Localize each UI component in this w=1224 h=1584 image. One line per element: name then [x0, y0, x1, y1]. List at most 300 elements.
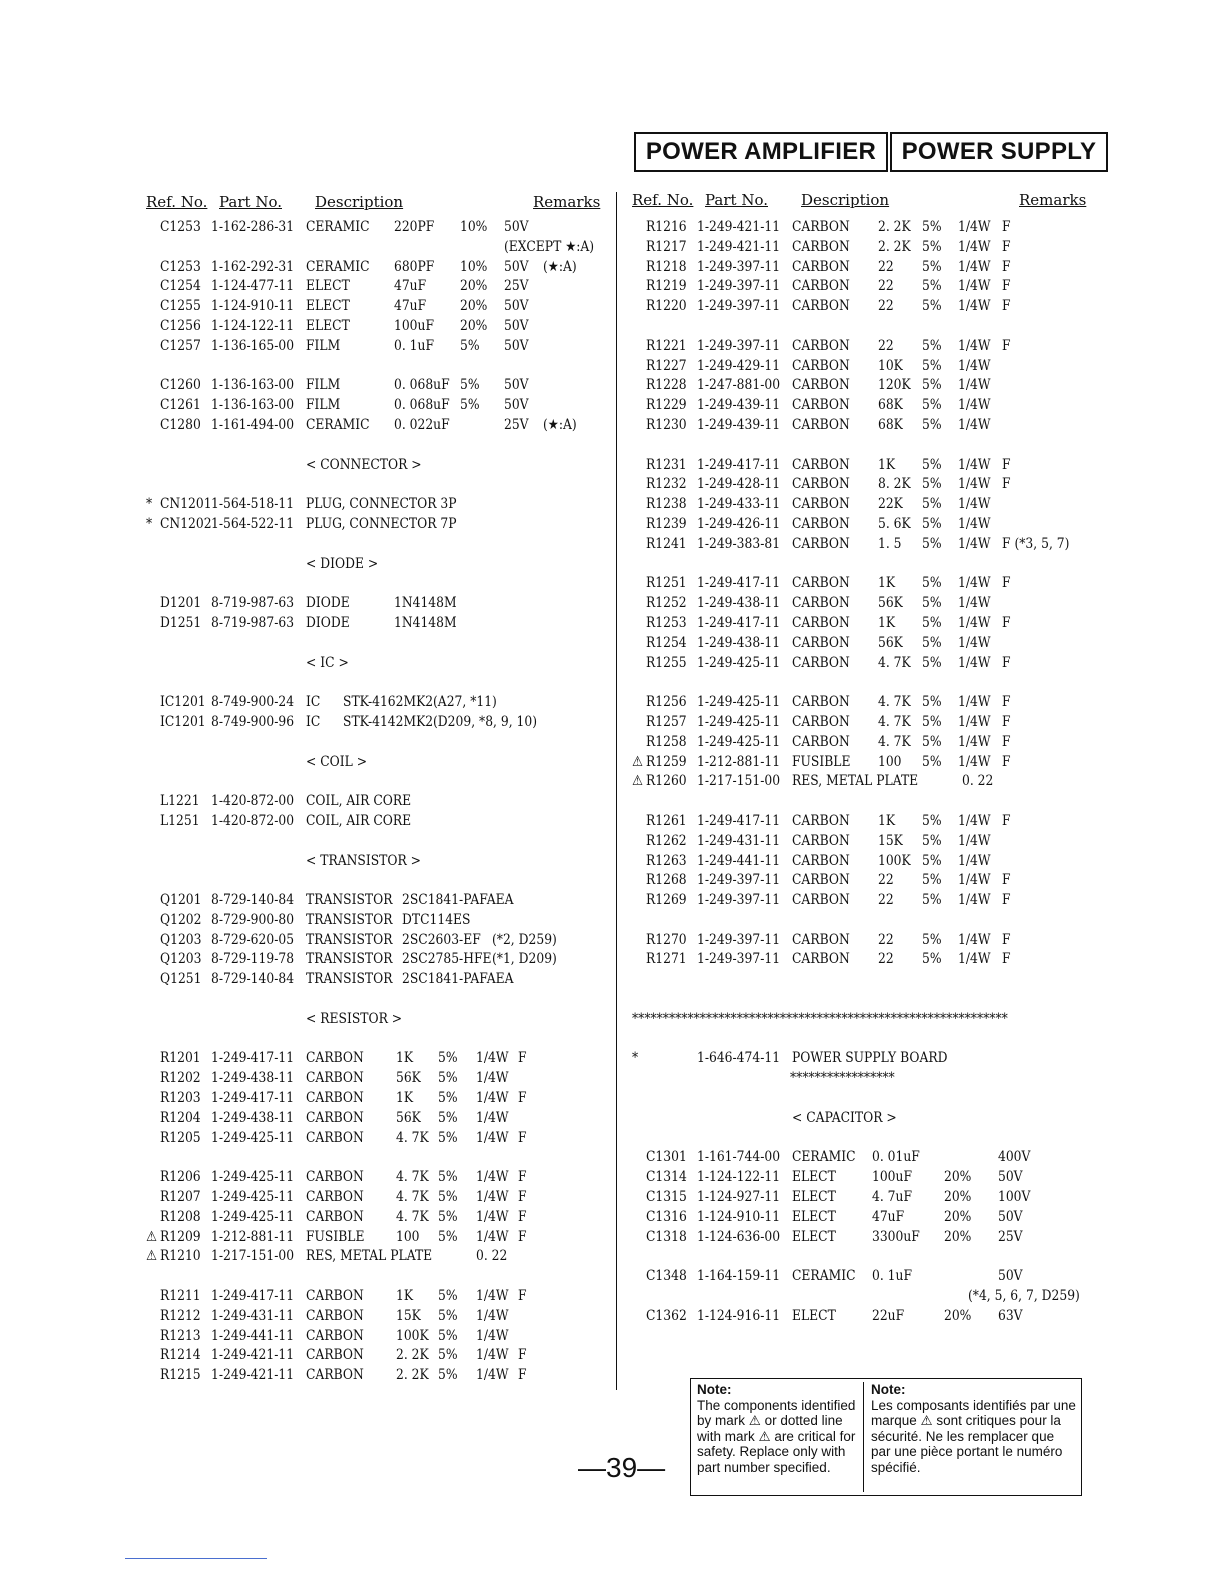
table-row [632, 1090, 1092, 1110]
rating: 1/4W [476, 1070, 509, 1087]
tolerance: 10% [460, 219, 488, 235]
description: CARBON [792, 595, 850, 612]
value: DTC114ES [402, 911, 471, 928]
table-row [146, 1050, 606, 1070]
table-row [146, 1031, 606, 1051]
table-row [632, 259, 1092, 279]
description: CERAMIC [306, 258, 370, 275]
part-no: 1-420-872-00 [211, 812, 295, 829]
rating: 50V [504, 377, 529, 394]
part-no: 8-729-140-84 [211, 971, 295, 988]
rating: (*1, D209) [492, 951, 557, 968]
value: 22 [878, 278, 894, 295]
table-row [146, 358, 606, 378]
rating: 100V [998, 1189, 1031, 1206]
part-no: 1-249-417-11 [211, 1050, 295, 1067]
table-row [632, 714, 1092, 734]
ref-no: R1251 [646, 575, 687, 592]
description: PLUG, CONNECTOR 3P [306, 496, 457, 513]
description: PLUG, CONNECTOR 7P [306, 515, 457, 532]
ref-no: R1215 [160, 1367, 201, 1384]
part-no: 1-161-744-00 [697, 1149, 781, 1166]
table-row [632, 833, 1092, 853]
ref-no: R1220 [646, 298, 687, 315]
ref-no: C1362 [646, 1307, 687, 1324]
table-row [146, 338, 606, 358]
rating: 1/4W [958, 634, 991, 651]
table-row [146, 615, 606, 635]
rating: (*2, D259) [492, 931, 557, 948]
rating: 1/4W [476, 1307, 509, 1324]
rating: 50V [504, 397, 529, 414]
value: 47uF [394, 298, 427, 315]
safety-note-box [690, 1378, 1082, 1496]
part-no: 1-249-425-11 [697, 733, 781, 750]
ref-no: R1216 [646, 219, 687, 235]
tolerance: 5% [438, 1050, 458, 1067]
table-row [146, 219, 606, 239]
part-no: 1-249-431-11 [697, 832, 781, 849]
value: 4. 7K [396, 1129, 429, 1146]
tolerance: 20% [944, 1307, 972, 1324]
remarks: F [518, 1228, 527, 1245]
tolerance: 5% [922, 496, 942, 513]
tolerance: 5% [922, 278, 942, 295]
rating: 1/4W [476, 1367, 509, 1384]
description: CERAMIC [792, 1268, 856, 1285]
part-no: 1-124-910-11 [697, 1208, 781, 1225]
table-row [146, 1070, 606, 1090]
part-no: 1-564-518-11 [211, 496, 295, 513]
section-heading: < RESISTOR > [306, 1010, 403, 1027]
table-row [146, 951, 606, 971]
description: CARBON [792, 832, 850, 849]
description: CARBON [792, 892, 850, 909]
value: 2SC2785-HFE [402, 951, 492, 968]
tolerance: 5% [922, 733, 942, 750]
ref-no: R1255 [646, 654, 687, 671]
tolerance: 5% [438, 1367, 458, 1384]
safety-mark: * [146, 515, 153, 532]
description: ELECT [792, 1208, 836, 1225]
ref-no: R1212 [160, 1307, 201, 1324]
left-parts-list [146, 219, 606, 1387]
part-no-header: Part No. [219, 193, 282, 211]
part-no: 1-249-438-11 [211, 1070, 295, 1087]
value: 56K [878, 595, 903, 612]
part-no: 1-249-425-11 [697, 713, 781, 730]
part-no: 1-249-383-81 [697, 535, 781, 552]
description-header: Description [315, 193, 404, 211]
description: CARBON [792, 575, 850, 592]
value: 22uF [872, 1307, 905, 1324]
remarks: F [518, 1189, 527, 1206]
rating: 1/4W [476, 1090, 509, 1107]
description: CARBON [792, 456, 850, 473]
ref-no: R1263 [646, 852, 687, 869]
ref-no: R1229 [646, 397, 687, 414]
part-no: 1-212-881-11 [211, 1228, 295, 1245]
value: 0. 068uF [394, 377, 450, 394]
part-no: 1-249-417-11 [211, 1090, 295, 1107]
value: 22 [878, 931, 894, 948]
tolerance: 5% [922, 872, 942, 889]
rating: 50V [504, 298, 529, 315]
remarks: F [518, 1288, 527, 1305]
ref-no: R1213 [160, 1327, 201, 1344]
remarks: F [518, 1090, 527, 1107]
tolerance: 5% [438, 1090, 458, 1107]
tolerance: 5% [922, 298, 942, 315]
value: 15K [878, 832, 903, 849]
value: 2. 2K [396, 1347, 429, 1364]
description: CARBON [792, 476, 850, 493]
rating: 1/4W [958, 278, 991, 295]
part-no: 1-249-397-11 [697, 892, 781, 909]
table-row [146, 991, 606, 1011]
ref-no: Q1202 [160, 911, 202, 928]
part-no: 1-249-425-11 [211, 1208, 295, 1225]
description: RES, METAL PLATE [792, 773, 919, 790]
table-row [632, 556, 1092, 576]
ref-no: R1230 [646, 416, 687, 433]
ref-no: R1256 [646, 694, 687, 711]
description: CARBON [306, 1208, 364, 1225]
remarks: (*4, 5, 6, 7, D259) [968, 1288, 1080, 1305]
part-no: 1-564-522-11 [211, 515, 295, 532]
description: TRANSISTOR [306, 911, 393, 928]
description: CARBON [792, 931, 850, 948]
description: CERAMIC [306, 219, 370, 235]
tolerance: 5% [922, 614, 942, 631]
remarks: F [518, 1129, 527, 1146]
tolerance: 5% [922, 357, 942, 374]
rating: 1/4W [958, 238, 991, 255]
tolerance: 5% [460, 377, 480, 394]
tolerance: 5% [922, 852, 942, 869]
rating: 1/4W [476, 1327, 509, 1344]
ref-no: R1261 [646, 812, 687, 829]
tolerance: 5% [460, 337, 480, 354]
tolerance: 5% [922, 219, 942, 235]
remarks: (★:A) [543, 258, 577, 275]
ref-no: C1253 [160, 219, 201, 235]
tolerance: 5% [922, 654, 942, 671]
ref-no: R1207 [160, 1189, 201, 1206]
tolerance: 20% [944, 1189, 972, 1206]
tolerance: 20% [460, 317, 488, 334]
part-no: 1-249-431-11 [211, 1307, 295, 1324]
table-row [146, 595, 606, 615]
table-row [632, 298, 1092, 318]
ref-no: Q1203 [160, 931, 202, 948]
table-row [632, 496, 1092, 516]
part-no: 1-249-425-11 [697, 694, 781, 711]
table-row [632, 615, 1092, 635]
table-row [146, 496, 606, 516]
description: TRANSISTOR [306, 892, 393, 909]
table-row [146, 1149, 606, 1169]
tolerance: 5% [922, 892, 942, 909]
table-row [632, 536, 1092, 556]
table-row [632, 793, 1092, 813]
table-row [632, 397, 1092, 417]
ref-no: CN1201 [160, 496, 212, 513]
tolerance: 10% [460, 258, 488, 275]
rating: 50V [998, 1208, 1023, 1225]
value: 100 [396, 1228, 420, 1245]
value: 1K [396, 1288, 414, 1305]
remarks: F [1002, 456, 1011, 473]
remarks: F [1002, 337, 1011, 354]
description: CARBON [792, 298, 850, 315]
value: 0. 022uF [394, 416, 450, 433]
table-row [632, 813, 1092, 833]
table-row [146, 853, 606, 873]
ref-no: C1256 [160, 317, 201, 334]
ref-no: C1315 [646, 1189, 687, 1206]
table-row [146, 1110, 606, 1130]
table-row [632, 853, 1092, 873]
value: 56K [396, 1109, 421, 1126]
table-row [632, 1031, 1092, 1051]
ref-no: Q1201 [160, 892, 202, 909]
table-row [146, 1169, 606, 1189]
part-no: 1-249-417-11 [697, 812, 781, 829]
table-row [632, 476, 1092, 496]
description: ELECT [792, 1307, 836, 1324]
value: 47uF [394, 278, 427, 295]
description: FILM [306, 337, 341, 354]
left-column-header [146, 193, 606, 213]
part-no: 8-729-900-80 [211, 911, 295, 928]
description: CARBON [792, 872, 850, 889]
table-row [632, 1229, 1092, 1249]
tolerance: 5% [438, 1288, 458, 1305]
part-no: 1-249-429-11 [697, 357, 781, 374]
table-row [632, 951, 1092, 971]
value: 15K [396, 1307, 421, 1324]
note-english [691, 1382, 864, 1492]
table-row [632, 1308, 1092, 1328]
table-row [146, 734, 606, 754]
rating: 1/4W [958, 614, 991, 631]
rating: 0. 22 [962, 773, 994, 790]
table-row [632, 892, 1092, 912]
value: 68K [878, 397, 903, 414]
remarks: F [1002, 892, 1011, 909]
table-row [632, 912, 1092, 932]
tolerance: 5% [922, 951, 942, 968]
rating: 0. 22 [476, 1248, 508, 1265]
part-no: 8-729-140-84 [211, 892, 295, 909]
description: CARBON [792, 278, 850, 295]
ref-no: C1257 [160, 337, 201, 354]
tolerance: 5% [922, 812, 942, 829]
tolerance: 5% [922, 456, 942, 473]
ref-no: C1260 [160, 377, 201, 394]
part-no: 1-247-881-00 [697, 377, 781, 394]
table-row [632, 635, 1092, 655]
value: 4. 7K [878, 733, 911, 750]
value: 4. 7K [396, 1189, 429, 1206]
part-no: 1-249-397-11 [697, 951, 781, 968]
description: CARBON [306, 1189, 364, 1206]
part-no: 1-249-417-11 [697, 575, 781, 592]
part-no: 1-249-397-11 [697, 258, 781, 275]
value: 2SC2603-EF [402, 931, 481, 948]
value: 22 [878, 892, 894, 909]
table-row [146, 754, 606, 774]
value: 0. 068uF [394, 397, 450, 414]
value: 4. 7K [396, 1169, 429, 1186]
value: 4. 7K [396, 1208, 429, 1225]
value: 1K [396, 1090, 414, 1107]
value: 0. 1uF [872, 1268, 912, 1285]
rating: 1/4W [958, 535, 991, 552]
remarks: F [1002, 238, 1011, 255]
value: 22K [878, 496, 903, 513]
description: ELECT [792, 1189, 836, 1206]
rating: 50V [504, 258, 529, 275]
table-row [146, 417, 606, 437]
remarks: F [1002, 812, 1011, 829]
description: CARBON [792, 377, 850, 394]
rating: (D209, *8, 9, 10) [433, 713, 538, 730]
part-no: 1-249-397-11 [697, 337, 781, 354]
value: 680PF [394, 258, 435, 275]
table-row [632, 1248, 1092, 1268]
value: 2SC1841-PAFAEA [402, 971, 514, 988]
table-row [146, 239, 606, 259]
part-no: 1-249-426-11 [697, 515, 781, 532]
part-no-header: Part No. [705, 191, 768, 209]
ref-no: R1208 [160, 1208, 201, 1225]
description: CARBON [792, 357, 850, 374]
tolerance: 5% [438, 1129, 458, 1146]
table-row [632, 1070, 1092, 1090]
safety-mark: ⚠ [146, 1248, 158, 1265]
board-underline-stars: ***************** [790, 1070, 895, 1087]
value: 4. 7K [878, 654, 911, 671]
table-row [146, 1248, 606, 1268]
tolerance: 5% [922, 575, 942, 592]
ref-no: R1211 [160, 1288, 201, 1305]
rating: 1/4W [476, 1228, 509, 1245]
table-row [632, 1149, 1092, 1169]
ref-no: Q1251 [160, 971, 202, 988]
value: 100 [878, 753, 902, 770]
description: CARBON [306, 1050, 364, 1067]
note-fr-title: Note: [871, 1382, 906, 1397]
section-heading: < CAPACITOR > [792, 1109, 897, 1126]
table-row [632, 754, 1092, 774]
part-no: 1-249-425-11 [697, 654, 781, 671]
tolerance: 5% [438, 1070, 458, 1087]
tolerance: 5% [438, 1189, 458, 1206]
remarks: F [1002, 614, 1011, 631]
rating: 50V [504, 317, 529, 334]
description: CARBON [306, 1169, 364, 1186]
ref-no: R1218 [646, 258, 687, 275]
tolerance: 5% [438, 1169, 458, 1186]
table-row [146, 1367, 606, 1387]
table-row [632, 318, 1092, 338]
remarks: F [1002, 931, 1011, 948]
part-no: 1-136-165-00 [211, 337, 295, 354]
section-heading: < COIL > [306, 753, 368, 770]
ref-no: R1259 [646, 753, 687, 770]
ref-no: R1257 [646, 713, 687, 730]
table-row [146, 1130, 606, 1150]
table-row [632, 1169, 1092, 1189]
description: CARBON [792, 515, 850, 532]
tolerance: 5% [922, 377, 942, 394]
table-row [146, 793, 606, 813]
section-heading: < IC > [306, 654, 349, 671]
ref-no: C1314 [646, 1169, 687, 1186]
ref-no: R1221 [646, 337, 687, 354]
part-no: 1-124-916-11 [697, 1307, 781, 1324]
description: CARBON [792, 812, 850, 829]
part-no: 1-217-151-00 [697, 773, 781, 790]
table-row [146, 457, 606, 477]
table-row [146, 1288, 606, 1308]
remarks: F [1002, 951, 1011, 968]
rating: 1/4W [958, 575, 991, 592]
value: 5. 6K [878, 515, 911, 532]
value: 100K [878, 852, 911, 869]
part-no: 1-646-474-11 [697, 1050, 781, 1067]
value: 1. 5 [878, 535, 902, 552]
tolerance: 5% [438, 1347, 458, 1364]
table-row [146, 437, 606, 457]
value: 100uF [872, 1169, 912, 1186]
remarks: F [518, 1367, 527, 1384]
safety-mark: ⚠ [146, 1228, 158, 1245]
remarks: F [1002, 713, 1011, 730]
description: CARBON [306, 1327, 364, 1344]
rating: 63V [998, 1307, 1023, 1324]
part-no: 1-249-439-11 [697, 416, 781, 433]
part-no: 1-249-397-11 [697, 872, 781, 889]
description: CARBON [306, 1288, 364, 1305]
table-row [632, 694, 1092, 714]
table-row [146, 377, 606, 397]
description: RES, METAL PLATE [306, 1248, 433, 1265]
table-row [146, 1268, 606, 1288]
remarks: F [518, 1208, 527, 1225]
note-french [865, 1382, 1083, 1476]
rating: 1/4W [476, 1109, 509, 1126]
rating: 1/4W [958, 595, 991, 612]
rating: 50V [998, 1268, 1023, 1285]
ref-no: CN1202 [160, 515, 212, 532]
table-row [632, 516, 1092, 536]
rating: 1/4W [958, 812, 991, 829]
rating: (A27, *11) [433, 694, 497, 711]
table-row [632, 457, 1092, 477]
value: 1K [878, 614, 896, 631]
page-number: —39— [578, 1452, 666, 1483]
ref-no: R1201 [160, 1050, 201, 1067]
ref-no: R1239 [646, 515, 687, 532]
tolerance: 5% [922, 397, 942, 414]
remarks: F [518, 1050, 527, 1067]
tolerance: 5% [922, 634, 942, 651]
part-no: 1-249-421-11 [211, 1367, 295, 1384]
rating: 1/4W [476, 1169, 509, 1186]
